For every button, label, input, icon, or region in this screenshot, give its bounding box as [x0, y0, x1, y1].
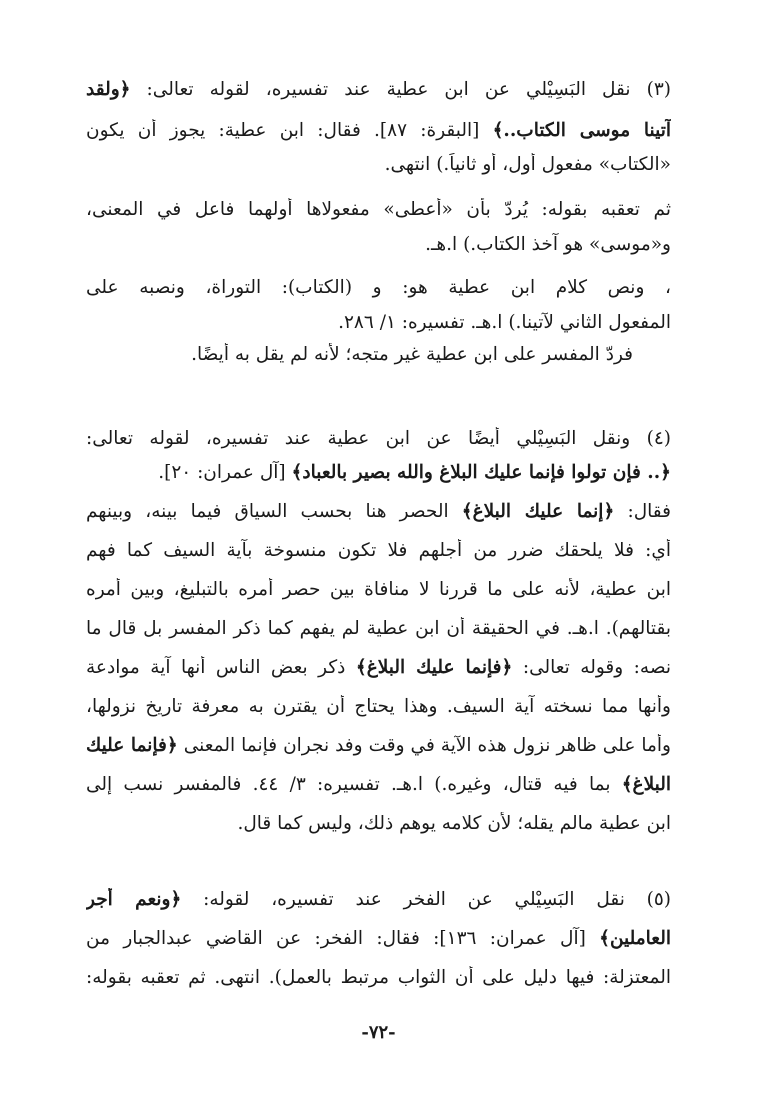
- section4-line10: [86, 773, 671, 797]
- quran-quote: ﴿إنما عليك البلاغ﴾: [461, 501, 615, 522]
- section3-line4: ثم تعقبه بقوله: يُردّ بأن «أعطى» مفعولاها أولهما فاعل في المعنى،: [86, 199, 671, 220]
- section4-line4: أي: فلا يلحقك ضرر من أجلهم فلا تكون منسوخة بآية السيف كما فهم: [86, 540, 671, 561]
- section3-line1: [86, 78, 671, 102]
- quran-quote: البلاغ﴾: [621, 774, 671, 795]
- text-run: ذكر بعض الناس أنها آية موادعة: [86, 657, 356, 678]
- text-run: [آل عمران: ١٣٦]: فقال: الفخر: عن القاضي عبدالجبار من: [86, 928, 600, 949]
- section4-line1: (٤) ونقل البَسِيْلي أيضًا عن ابن عطية عند تفسيره، لقوله تعالى:: [86, 428, 671, 449]
- page-number: -٧٢-: [361, 1022, 396, 1043]
- section5-line2: [86, 927, 671, 951]
- section4-line3: [86, 500, 671, 524]
- quran-quote: ﴿ونعم أجر: [86, 889, 182, 910]
- section4-line5: ابن عطية، لأنه على ما قررنا لا منافاة بين حصر أمره بالتبليغ، وبين أمره: [86, 579, 671, 600]
- section3-line5: و«موسى» هو آخذ الكتاب.) ا.هـ.: [425, 234, 671, 255]
- section4-line11: ابن عطية مالم يقله؛ لأن كلامه يوهم ذلك، وليس كما قال.: [237, 813, 671, 834]
- section4-line9: [86, 734, 671, 758]
- text-run: [آل عمران: ٢٠].: [158, 462, 292, 483]
- text-run: بما فيه قتال، وغيره.) ا.هـ. تفسيره: ٣/ ٤٤. فالمفسر نسب إلى: [86, 774, 622, 795]
- section4-line7: [86, 656, 671, 680]
- quran-quote: آتينا موسى الكتاب..﴾: [492, 120, 671, 141]
- section3-line7: المفعول الثاني لآتينا.) ا.هـ. تفسيره: ١/ ٢٨٦.: [338, 312, 671, 333]
- text-run: [البقرة: ٨٧]. فقال: ابن عطية: يجوز أن يكون: [86, 120, 493, 141]
- quran-quote: العاملين﴾: [599, 928, 671, 949]
- text-run: (٥) نقل البَسِيْلي عن الفخر عند تفسيره، لقوله:: [181, 889, 671, 910]
- quran-quote: ﴿فإنما عليك: [86, 735, 178, 756]
- text-run: نصه: وقوله تعالى:: [512, 657, 671, 678]
- quran-quote: ﴿فإنما عليك البلاغ﴾: [355, 657, 513, 678]
- section4-line6: بقتالهم). ا.هـ. في الحقيقة أن ابن عطية لم يفهم كما ذكر المفسر بل قال ما: [86, 618, 671, 639]
- quran-quote: ﴿.. فإن تولوا فإنما عليك البلاغ والله بصير بالعباد﴾: [291, 462, 671, 483]
- section3-line2: [86, 119, 671, 143]
- section3-line3: «الكتاب» مفعول أول، أو ثانياً.) انتهى.: [384, 154, 671, 175]
- section5-line3: المعتزلة: فيها دليل على أن الثواب مرتبط بالعمل). انتهى. ثم تعقبه بقوله:: [86, 967, 671, 988]
- text-run: الحصر هنا بحسب السياق فيما بينه، وبينهم: [86, 501, 462, 522]
- section4-line8: وأنها مما نسخته آية السيف. وهذا يحتاج أن يقترن به معرفة تاريخ نزولها،: [86, 696, 671, 717]
- text-run: فقال:: [614, 501, 671, 522]
- section3-line8: فردّ المفسر على ابن عطية غير متجه؛ لأنه لم يقل به أيضًا.: [191, 344, 633, 365]
- quran-quote: ﴿ولقد: [86, 79, 131, 100]
- text-run: وأما على ظاهر نزول هذه الآية في وقت وفد نجران فإنما المعنى: [177, 735, 671, 756]
- section5-line1: [86, 888, 671, 912]
- section4-line2: [86, 461, 671, 485]
- text-run: (٣) نقل البَسِيْلي عن ابن عطية عند تفسيره، لقوله تعالى:: [130, 79, 671, 100]
- section3-line6: ، ونص كلام ابن عطية هو: و (الكتاب): التوراة، ونصبه على: [86, 277, 671, 298]
